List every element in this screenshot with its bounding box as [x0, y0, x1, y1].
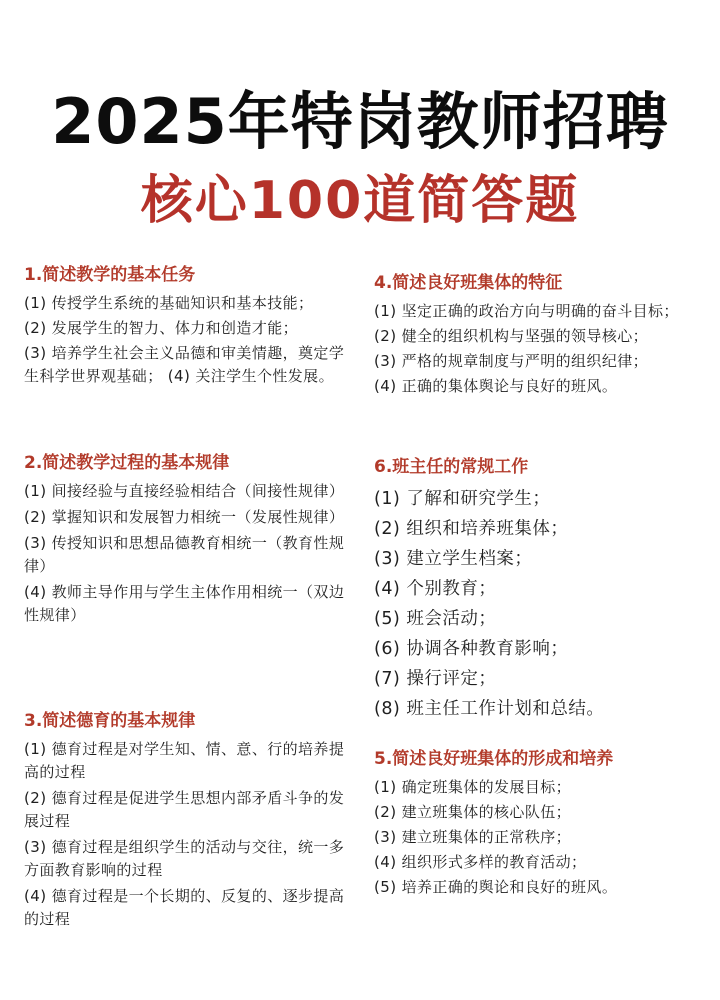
- list-item: (7) 操行评定；: [374, 669, 497, 689]
- list-item: (4) 教师主导作用与学生主体作用相统一（双边性规律）: [24, 583, 345, 624]
- list-item: (6) 协调各种教育影响；: [374, 639, 569, 659]
- list-item: (1) 德育过程是对学生知、情、意、行的培养提高的过程: [24, 740, 345, 781]
- section-3: [24, 708, 356, 931]
- list-item: (2) 德育过程是促进学生思想内部矛盾斗争的发展过程: [24, 789, 345, 830]
- section-5: [374, 746, 702, 899]
- section-title: 1.简述教学的基本任务: [24, 265, 196, 285]
- section-6: [374, 454, 702, 724]
- list-item: (2) 健全的组织机构与坚强的领导核心；: [374, 327, 649, 345]
- list-item: (4) 正确的集体舆论与良好的班风。: [374, 377, 618, 395]
- list-item: (1) 确定班集体的发展目标；: [374, 778, 572, 796]
- list-item: (1) 坚定正确的政治方向与明确的奋斗目标；: [374, 302, 679, 320]
- list-item: (1) 传授学生系统的基础知识和基本技能；: [24, 294, 314, 312]
- list-item: (3) 德育过程是组织学生的活动与交往，统一多方面教育影响的过程: [24, 838, 345, 879]
- section-title: 5.简述良好班集体的形成和培养: [374, 749, 614, 769]
- list-item: (4) 德育过程是一个长期的、反复的、逐步提高的过程: [24, 887, 345, 928]
- list-item: (1) 间接经验与直接经验相结合（间接性规律）: [24, 482, 345, 500]
- list-item: (3) 培养学生社会主义品德和审美情趣，奠定学生科学世界观基础； (4) 关注学生个性发展。: [24, 344, 345, 385]
- list-item: (2) 建立班集体的核心队伍；: [374, 803, 572, 821]
- list-item: (3) 严格的规章制度与严明的组织纪律；: [374, 352, 649, 370]
- list-item: (2) 发展学生的智力、体力和创造才能；: [24, 319, 299, 337]
- list-item: (5) 培养正确的舆论和良好的班风。: [374, 878, 618, 896]
- list-item: (1) 了解和研究学生；: [374, 489, 551, 509]
- page-subtitle: 核心100道简答题: [140, 171, 580, 231]
- list-item: (2) 组织和培养班集体；: [374, 519, 569, 539]
- list-item: (4) 组织形式多样的教育活动；: [374, 853, 587, 871]
- list-item: (3) 建立班集体的正常秩序；: [374, 828, 572, 846]
- section-1: [24, 262, 356, 388]
- list-item: (8) 班主任工作计划和总结。: [374, 699, 605, 719]
- page-title: 2025年特岗教师招聘: [51, 85, 669, 158]
- list-item: (3) 建立学生档案；: [374, 549, 533, 569]
- header: [0, 0, 720, 250]
- list-item: (5) 班会活动；: [374, 609, 497, 629]
- section-title: 6.班主任的常规工作: [374, 457, 529, 477]
- section-title: 2.简述教学过程的基本规律: [24, 453, 230, 473]
- list-item: (3) 传授知识和思想品德教育相统一（教育性规律）: [24, 534, 345, 575]
- section-4: [374, 270, 702, 398]
- section-title: 4.简述良好班集体的特征: [374, 273, 563, 293]
- section-title: 3.简述德育的基本规律: [24, 711, 196, 731]
- list-item: (2) 掌握知识和发展智力相统一（发展性规律）: [24, 508, 345, 526]
- list-item: (4) 个别教育；: [374, 579, 497, 599]
- section-2: [24, 450, 356, 627]
